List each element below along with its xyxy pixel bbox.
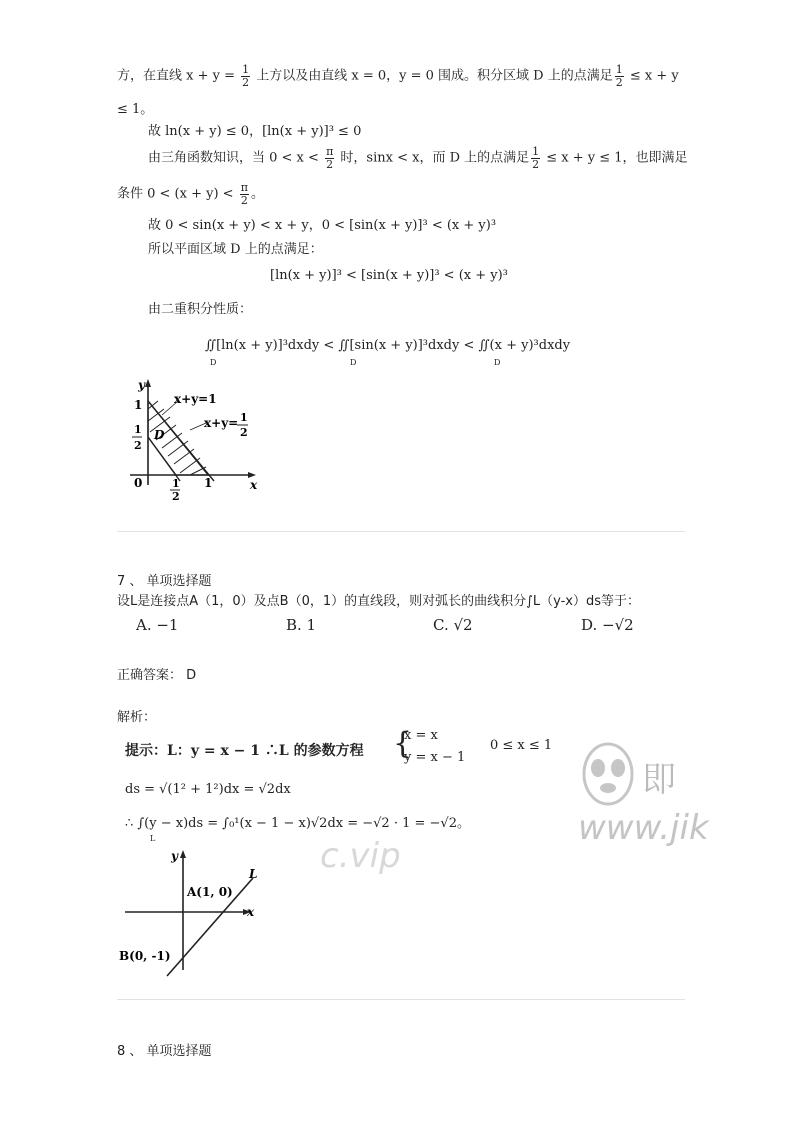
tick-x-half-n: 1: [172, 477, 180, 490]
correct-answer: 正确答案： D: [117, 668, 197, 683]
question7-stem: 设L是连接点A（1，0）及点B（0，1）的直线段，则对弧长的曲线积分∫L（y-x）ds等于：: [117, 594, 641, 609]
y-label: y: [171, 849, 178, 863]
int-sub-L: L: [150, 834, 156, 843]
point-b-label: B(0, -1): [119, 949, 171, 963]
tick-y-half-d: 2: [134, 439, 142, 452]
panda-logo-icon: [578, 738, 638, 808]
line-label-1: x+y=1: [174, 392, 217, 406]
region-diagram: [110, 375, 270, 500]
hint-line: 提示：L：y = x − 1 ∴L 的参数方程: [125, 743, 364, 759]
region-label: D: [154, 428, 165, 442]
fraction: $\frac{\pi}{2}$: [326, 145, 334, 171]
integral-line: ∴ ∫(y − x)ds = ∫₀¹(x − 1 − x)√2dx = −√2 · 1 = −√2。: [125, 816, 470, 831]
question8-number: 8 、 单项选择题: [117, 1044, 212, 1059]
point-a-label: A(1, 0): [187, 885, 233, 899]
line-diagram: [115, 848, 285, 978]
text: 。: [250, 186, 264, 202]
scan1-line7: 所以平面区域 D 上的点满足：: [148, 242, 323, 257]
text: 条件 0 < (x + y) <: [117, 186, 238, 202]
tick-x-half-d: 2: [172, 490, 180, 500]
fraction: $\frac{\pi}{2}$: [240, 181, 248, 207]
origin-label: 0: [134, 476, 143, 490]
x-label: x: [250, 478, 258, 492]
int-sub-3: D: [494, 358, 501, 367]
brace: {: [393, 726, 413, 761]
divider: [117, 531, 685, 532]
question7-number: 7 、 单项选择题: [117, 574, 212, 589]
int-sub-2: D: [350, 358, 357, 367]
text: 方，在直线 x + y =: [117, 68, 240, 84]
fraction: $\frac{1}{2}$: [532, 145, 540, 171]
y-label: y: [138, 378, 145, 392]
scan1-line9: 由二重积分性质：: [148, 302, 253, 317]
watermark-text-3: c.vip: [320, 836, 401, 876]
scan1-line8: [ln(x + y)]³ < [sin(x + y)]³ < (x + y)³: [270, 268, 508, 283]
line-label-half-n: 1: [240, 411, 248, 424]
int-sub-1: D: [210, 358, 217, 367]
system-eq-2: y = x − 1: [404, 750, 466, 765]
text: ≤ x + y ≤ 1，也即满足: [542, 150, 688, 166]
fraction: $\frac{1}{2}$: [615, 63, 623, 89]
scan1-line2: ≤ 1。: [117, 102, 154, 117]
y-arrow-icon: [180, 850, 186, 858]
option-a[interactable]: A. −1: [136, 616, 179, 634]
tick-x-1: 1: [204, 476, 213, 490]
scan1-line6: 故 0 < sin(x + y) < x + y，0 < [sin(x + y)]³ < (x + y)³: [148, 218, 497, 233]
x-label: x: [247, 905, 255, 919]
scan1-line3: 故 ln(x + y) ≤ 0，[ln(x + y)]³ ≤ 0: [148, 124, 362, 139]
scan1-line4: [148, 146, 688, 170]
text: 时，sinx < x，而 D 上的点满足: [336, 150, 530, 166]
scan1-line10: ∬[ln(x + y)]³dxdy < ∬[sin(x + y)]³dxdy < ∬(x + y)³dxdy: [205, 338, 571, 353]
tick-y-1: 1: [134, 398, 143, 412]
line-label-half-d: 2: [240, 426, 248, 439]
text: 上方以及由直线 x = 0，y = 0 围成。积分区域 D 上的点满足: [252, 68, 613, 84]
option-c[interactable]: C. √2: [433, 616, 473, 634]
text: ≤ x + y: [625, 68, 679, 84]
scan1-line1: [117, 64, 679, 88]
scan1-line5: [117, 182, 264, 206]
option-b[interactable]: B. 1: [286, 616, 317, 634]
watermark-text-2: www.jik: [578, 808, 709, 848]
ds-line: ds = √(1² + 1²)dx = √2dx: [125, 782, 291, 797]
divider: [117, 999, 685, 1000]
fraction: $\frac{1}{2}$: [242, 63, 250, 89]
system-eq-1: x = x: [404, 728, 438, 743]
param-range: 0 ≤ x ≤ 1: [490, 738, 553, 753]
line-label-half: x+y=: [204, 416, 239, 430]
text: 由三角函数知识，当 0 < x <: [148, 150, 324, 166]
option-d[interactable]: D. −√2: [581, 616, 634, 634]
y-arrow-icon: [145, 379, 151, 387]
watermark-text-1: 即: [642, 760, 676, 800]
analysis-title: 解析：: [117, 710, 157, 725]
line-label: L: [249, 867, 258, 881]
tick-y-half-n: 1: [134, 423, 142, 436]
